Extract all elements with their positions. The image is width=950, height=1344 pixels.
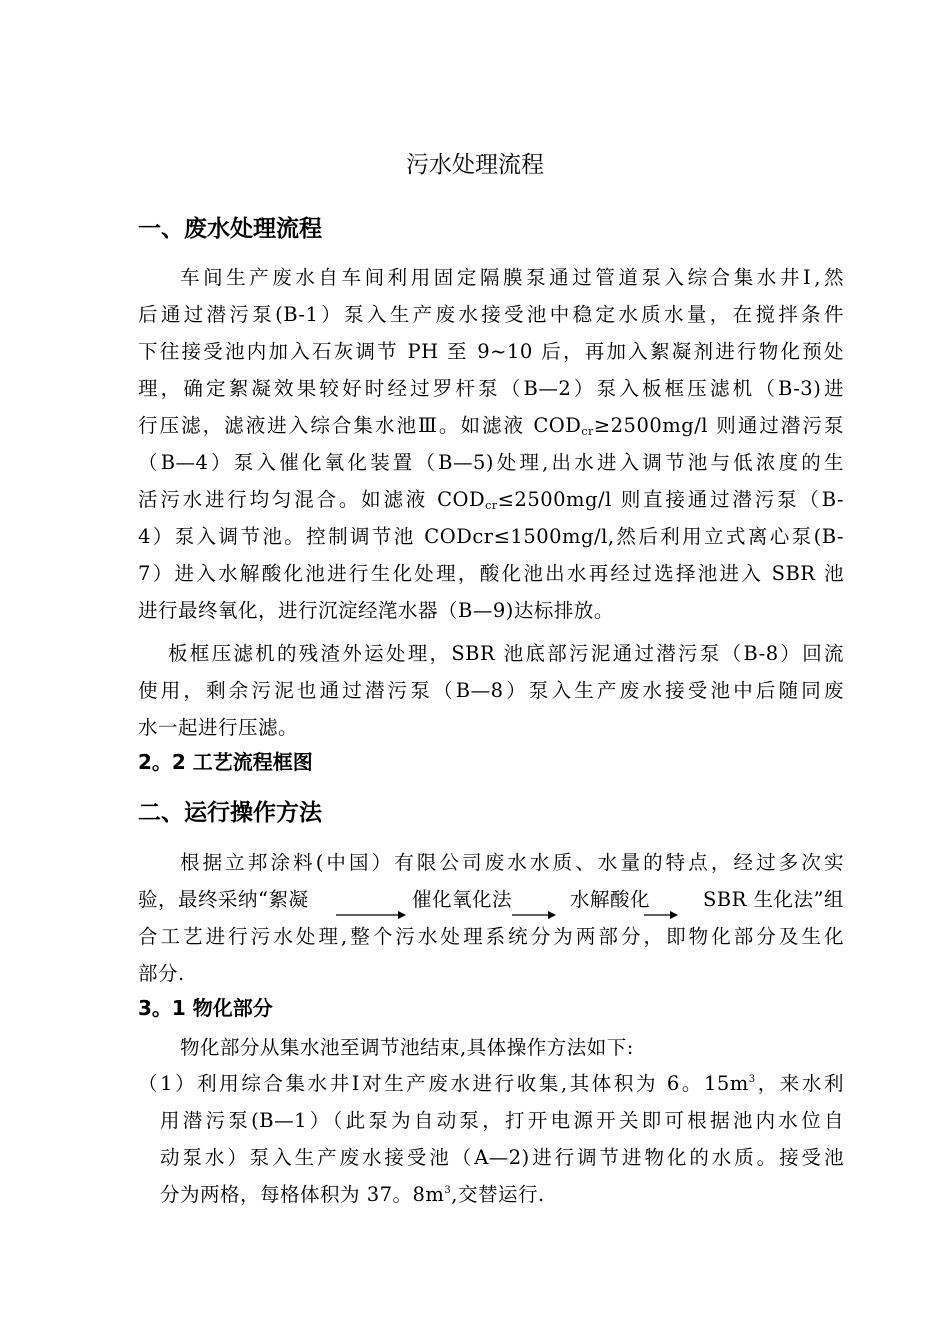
paragraph-line: 4）泵入调节池。控制调节池 CODcr≤1500mg/l,然后利用立式离心泵(B- — [138, 525, 844, 548]
process-step: SBR 生化法”组 — [702, 888, 844, 911]
text-run: ≤2500mg/l 则直接通过潜污泵（B- — [497, 488, 844, 511]
paragraph-line: 水一起进行压滤。 — [138, 716, 299, 739]
arrow-right-icon — [512, 910, 556, 920]
superscript-3: 3 — [748, 1074, 756, 1085]
section-heading-operation-method: 二、运行操作方法 — [138, 800, 322, 826]
text-run: 行压滤，滤液进入综合集水池Ⅲ。如滤液 COD — [138, 414, 582, 437]
document-title: 污水处理流程 — [406, 152, 544, 178]
text-run: （1）利用综合集水井Ⅰ对生产废水进行收集,其体积为 6。15m — [138, 1072, 749, 1095]
superscript-3: 3 — [444, 1185, 452, 1196]
arrow-right-icon — [336, 910, 406, 920]
text-run: ，来水利 — [755, 1072, 844, 1095]
paragraph-line: 板框压滤机的残渣外运处理，SBR 池底部污泥通过潜污泵（B-8）回流 — [168, 642, 844, 665]
subsection-heading-flowchart: 2。2 工艺流程框图 — [138, 750, 313, 774]
paragraph-line: 根据立邦涂料(中国）有限公司废水水质、水量的特点，经过多次实 — [180, 851, 844, 874]
arrow-right-icon — [644, 910, 678, 920]
subscript-cr: cr — [485, 499, 498, 512]
text-run: 分为两格，每格体积为 37。8m — [160, 1183, 445, 1206]
paragraph-line: 下往接受池内加入石灰调节 PH 至 9~10 后，再加入絮凝剂进行物化预处 — [138, 340, 844, 363]
paragraph-line: 合工艺进行污水处理,整个污水处理系统分为两部分，即物化部分及生化 — [138, 925, 844, 948]
paragraph-line-with-subscript — [138, 484, 844, 512]
paragraph-line: 物化部分从集水池至调节池结束,具体操作方法如下: — [180, 1036, 634, 1059]
subsection-heading-physicochemical: 3。1 物化部分 — [138, 996, 273, 1020]
text-run: ≥2500mg/l 则通过潜污泵 — [593, 414, 844, 437]
paragraph-line: 7）进入水解酸化池进行生化处理，酸化池出水再经过选择池进入 SBR 池 — [138, 562, 844, 585]
process-step: 水解酸化 — [570, 888, 651, 911]
paragraph-line: 进行最终氧化，进行沉淀经滗水器（B—9)达标排放。 — [138, 599, 614, 622]
paragraph-line: 理，确定絮凝效果较好时经过罗杆泵（B—2）泵入板框压滤机（B-3)进 — [138, 377, 844, 400]
list-item-line: 动泵水）泵入生产废水接受池（A—2)进行调节进物化的水质。接受池 — [160, 1146, 844, 1169]
section-heading-wastewater-process: 一、废水处理流程 — [138, 216, 322, 242]
list-item-line: 用潜污泵(B—1）（此泵为自动泵，打开电源开关即可根据池内水位自 — [160, 1109, 844, 1132]
paragraph-line-with-subscript — [138, 410, 844, 438]
process-step: 催化氧化法 — [412, 888, 513, 911]
paragraph-line: 后通过潜污泵(B-1）泵入生产废水接受池中稳定水质水量，在搅拌条件 — [138, 303, 844, 326]
paragraph-line: 验，最终采纳“絮凝 — [138, 888, 309, 911]
subscript-cr: cr — [581, 425, 594, 438]
paragraph-line: （B—4）泵入催化氧化装置（B—5)处理,出水进入调节池与低浓度的生 — [138, 451, 844, 474]
paragraph-line: 车间生产废水自车间利用固定隔膜泵通过管道泵入综合集水井Ⅰ,然 — [180, 266, 844, 289]
text-run: ,交替运行. — [451, 1183, 545, 1206]
paragraph-line: 使用，剩余污泥也通过潜污泵（B—8）泵入生产废水接受池中后随同废 — [138, 679, 844, 702]
list-item-line-with-superscript — [160, 1179, 545, 1207]
paragraph-line: 部分. — [138, 962, 185, 985]
list-item-line-with-superscript — [138, 1068, 844, 1096]
text-run: 活污水进行均匀混合。如滤液 COD — [138, 488, 486, 511]
